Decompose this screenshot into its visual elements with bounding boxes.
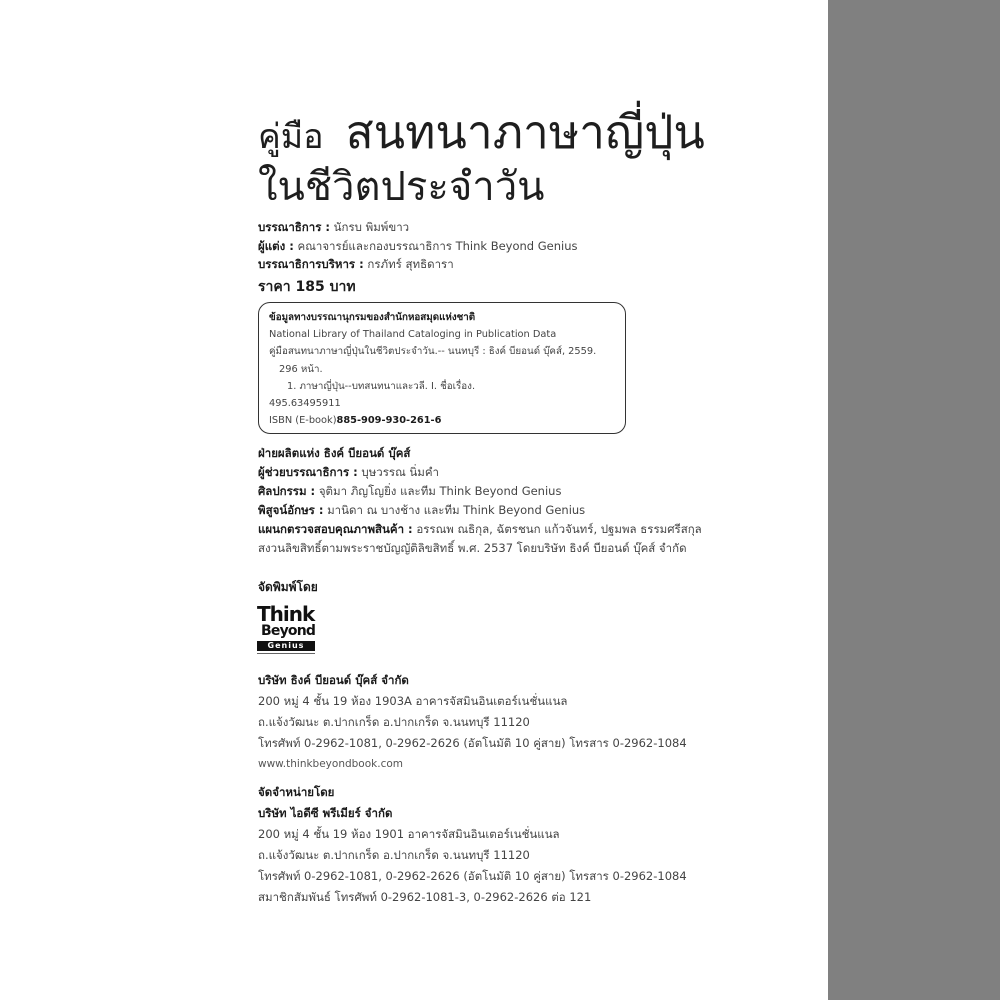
credit-value: นักรบ พิมพ์ขาว bbox=[333, 220, 410, 234]
credit-author bbox=[258, 237, 818, 256]
production-label: ผู้ช่วยบรรณาธิการ : bbox=[258, 465, 358, 479]
production-label: ศิลปกรรม : bbox=[258, 484, 316, 498]
credit-value: กรภัทร์ สุทธิดารา bbox=[367, 257, 454, 271]
production-block bbox=[258, 444, 818, 558]
price: ราคา 185 บาท bbox=[258, 278, 356, 295]
cip-heading: ข้อมูลทางบรรณานุกรมของสำนักหอสมุดแห่งชาติ bbox=[269, 312, 476, 323]
cip-subjects: 1. ภาษาญี่ปุ่น--บทสนทนาและวลี. I. ชื่อเรื่อง. bbox=[287, 380, 476, 392]
publisher-website: www.thinkbeyondbook.com bbox=[258, 758, 404, 770]
cip-isbn bbox=[269, 412, 615, 429]
production-row bbox=[258, 501, 818, 520]
book-title-line2: ในชีวิตประจำวัน bbox=[258, 164, 545, 210]
credit-managing-editor bbox=[258, 255, 818, 274]
publisher-address2: ถ.แจ้งวัฒนะ ต.ปากเกร็ด อ.ปากเกร็ด จ.นนทบุรี 11120 bbox=[258, 715, 530, 729]
production-value: มานิดา ณ บางช้าง และทีม Think Beyond Genius bbox=[327, 503, 586, 517]
cip-pages: 296 หน้า. bbox=[279, 363, 323, 375]
production-row bbox=[258, 463, 818, 482]
distributor-name: บริษัท ไอดีซี พรีเมียร์ จำกัด bbox=[258, 806, 393, 820]
publisher-phone: โทรศัพท์ 0-2962-1081, 0-2962-2626 (อัตโนมัติ 10 คู่สาย) โทรสาร 0-2962-1084 bbox=[258, 736, 687, 750]
logo-genius: Genius bbox=[257, 641, 315, 651]
credit-label: บรรณาธิการ : bbox=[258, 220, 330, 234]
production-label: แผนกตรวจสอบคุณภาพสินค้า : bbox=[258, 522, 413, 536]
copyright-notice: สงวนลิขสิทธิ์ตามพระราชบัญญัติลิขสิทธิ์ พ.ศ. 2537 โดยบริษัท ธิงค์ บียอนด์ บุ๊คส์ จำกัด bbox=[258, 541, 687, 555]
credit-value: คณาจารย์และกองบรรณาธิการ Think Beyond Genius bbox=[297, 238, 578, 253]
production-row bbox=[258, 520, 818, 539]
isbn-label: ISBN (E-book) bbox=[269, 415, 337, 427]
printed-by-heading: จัดพิมพ์โดย bbox=[258, 580, 318, 594]
production-value: บุษวรรณ นิ่มคำ bbox=[361, 465, 440, 479]
distributor-address2: ถ.แจ้งวัฒนะ ต.ปากเกร็ด อ.ปากเกร็ด จ.นนทบุรี 11120 bbox=[258, 848, 530, 862]
publisher-logo bbox=[257, 604, 321, 662]
title-prefix: คู่มือ bbox=[258, 117, 324, 157]
publisher-name: บริษัท ธิงค์ บียอนด์ บุ๊คส์ จำกัด bbox=[258, 673, 409, 687]
logo-underline bbox=[257, 653, 315, 657]
logo-beyond: Beyond bbox=[261, 623, 316, 639]
production-heading: ฝ่ายผลิตแห่ง ธิงค์ บียอนด์ บุ๊คส์ bbox=[258, 446, 411, 460]
credit-label: บรรณาธิการบริหาร : bbox=[258, 257, 364, 271]
credit-editor bbox=[258, 218, 818, 237]
page-edge-gutter bbox=[828, 0, 1000, 1000]
cip-data-box bbox=[258, 302, 626, 434]
credit-label: ผู้แต่ง : bbox=[258, 238, 294, 253]
production-row bbox=[258, 482, 818, 501]
cip-english: National Library of Thailand Cataloging in Publication Data bbox=[269, 329, 557, 341]
logo-think: Think bbox=[257, 602, 315, 626]
distributor-address1: 200 หมู่ 4 ชั้น 19 ห้อง 1901 อาคารจัสมินอินเตอร์เนชั่นแนล bbox=[258, 827, 560, 841]
distributor-member-phone: สมาชิกสัมพันธ์ โทรศัพท์ 0-2962-1081-3, 0-2962-2626 ต่อ 121 bbox=[258, 890, 592, 904]
cip-entry: คู่มือสนทนาภาษาญี่ปุ่นในชีวิตประจำวัน.-- นนทบุรี : ธิงค์ บียอนด์ บุ๊คส์, 2559. bbox=[269, 346, 597, 358]
distributor-heading: จัดจำหน่ายโดย bbox=[258, 785, 335, 799]
distributor-phone: โทรศัพท์ 0-2962-1081, 0-2962-2626 (อัตโนมัติ 10 คู่สาย) โทรสาร 0-2962-1084 bbox=[258, 869, 687, 883]
isbn-number: 885-909-930-261-6 bbox=[336, 415, 442, 427]
production-value: จุติมา ภิญโญยิ่ง และทีม Think Beyond Genius bbox=[318, 484, 562, 498]
title-main: สนทนาภาษาญี่ปุ่น bbox=[345, 105, 705, 159]
publisher-address1: 200 หมู่ 4 ชั้น 19 ห้อง 1903A อาคารจัสมินอินเตอร์เนชั่นแนล bbox=[258, 694, 568, 708]
distributor-block bbox=[258, 782, 818, 908]
publisher-block bbox=[258, 670, 818, 775]
credits-block bbox=[258, 218, 818, 298]
cip-classno: 495.63495911 bbox=[269, 398, 341, 410]
production-value: อรรณพ ณธิกุล, ฉัตรชนก แก้วจันทร์, ปฐมพล ธรรมศรีสกุล bbox=[416, 522, 702, 536]
production-label: พิสูจน์อักษร : bbox=[258, 503, 324, 517]
